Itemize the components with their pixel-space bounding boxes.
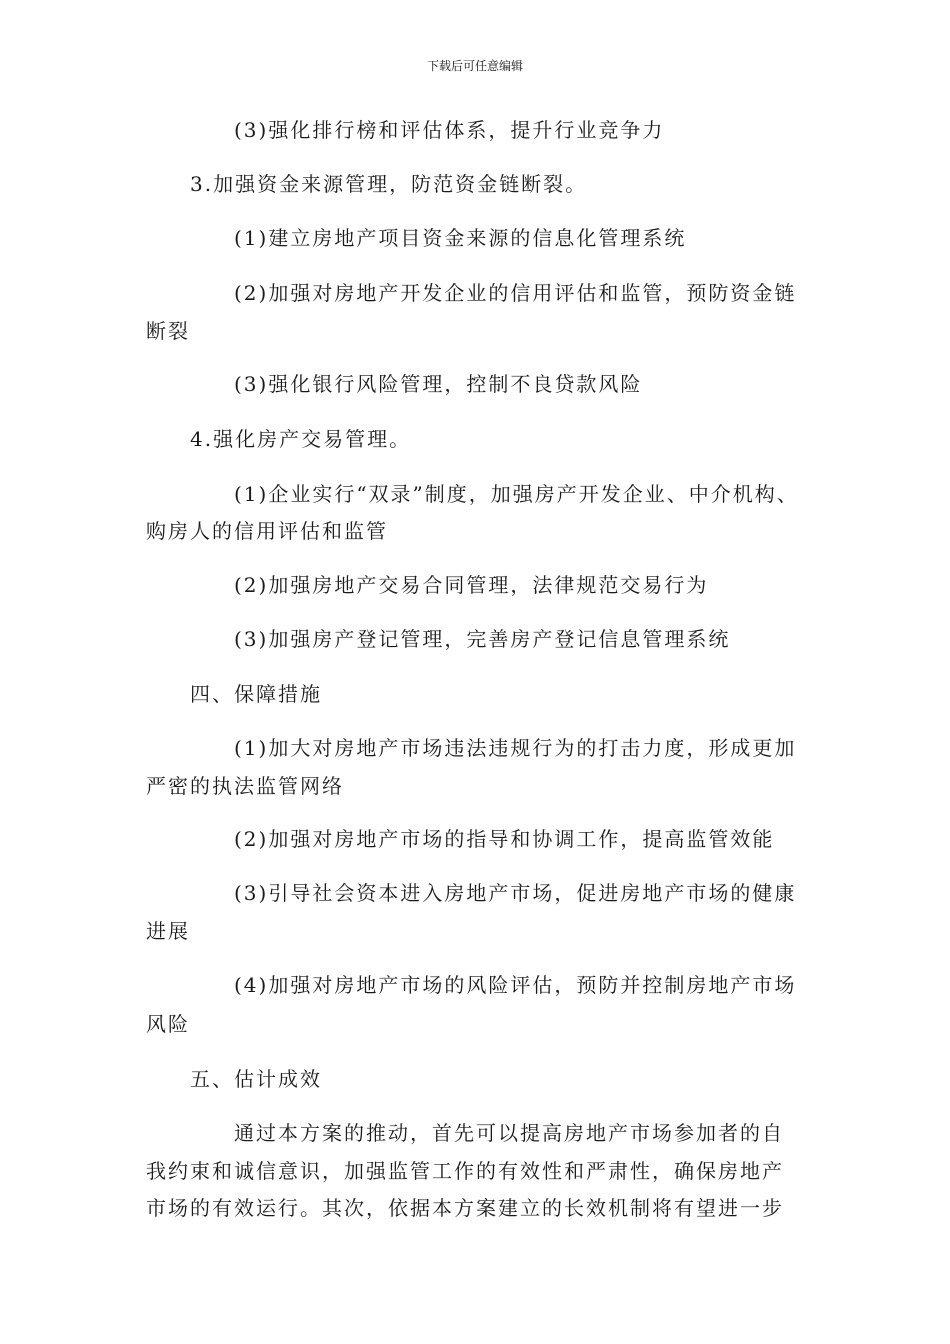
section-heading: 4.强化房产交易管理。 bbox=[190, 427, 412, 451]
list-item: (2)加强房地产交易合同管理，法律规范交易行为 bbox=[234, 573, 709, 597]
list-item: (3)加强房产登记管理，完善房产登记信息管理系统 bbox=[234, 627, 731, 651]
list-item: (1)加大对房地产市场违法违规行为的打击力度，形成更加 bbox=[234, 736, 797, 760]
list-item: (3)强化银行风险管理，控制不良贷款风险 bbox=[234, 372, 643, 396]
section-heading: 四、保障措施 bbox=[190, 682, 322, 706]
section-heading: 3.加强资金来源管理，防范资金链断裂。 bbox=[190, 172, 588, 196]
list-item: (3)强化排行榜和评估体系，提升行业竞争力 bbox=[234, 118, 665, 142]
list-item: (4)加强对房地产市场的风险评估，预防并控制房地产市场 bbox=[234, 973, 797, 997]
list-item-continuation: 风险 bbox=[146, 1012, 190, 1036]
list-item: (2)加强对房地产开发企业的信用评估和监管，预防资金链 bbox=[234, 281, 797, 305]
list-item-continuation: 进展 bbox=[146, 919, 190, 943]
section-heading: 五、估计成效 bbox=[190, 1067, 322, 1091]
list-item-continuation: 严密的执法监管网络 bbox=[146, 774, 344, 798]
list-item: (2)加强对房地产市场的指导和协调工作，提高监管效能 bbox=[234, 827, 775, 851]
list-item-continuation: 断裂 bbox=[146, 319, 190, 343]
paragraph-line: 通过本方案的推动，首先可以提高房地产市场参加者的自 bbox=[234, 1121, 784, 1145]
list-item: (3)引导社会资本进入房地产市场，促进房地产市场的健康 bbox=[234, 881, 797, 905]
list-item-continuation: 购房人的信用评估和监管 bbox=[146, 519, 388, 543]
paragraph-line: 市场的有效运行。其次，依据本方案建立的长效机制将有望进一步 bbox=[146, 1196, 784, 1220]
list-item: (1)企业实行“双录”制度，加强房产开发企业、中介机构、 bbox=[234, 482, 799, 506]
paragraph-line: 我约束和诚信意识，加强监管工作的有效性和严肃性，确保房地产 bbox=[146, 1159, 784, 1183]
page-header-note: 下载后可任意编辑 bbox=[426, 59, 523, 73]
list-item: (1)建立房地产项目资金来源的信息化管理系统 bbox=[234, 226, 687, 250]
